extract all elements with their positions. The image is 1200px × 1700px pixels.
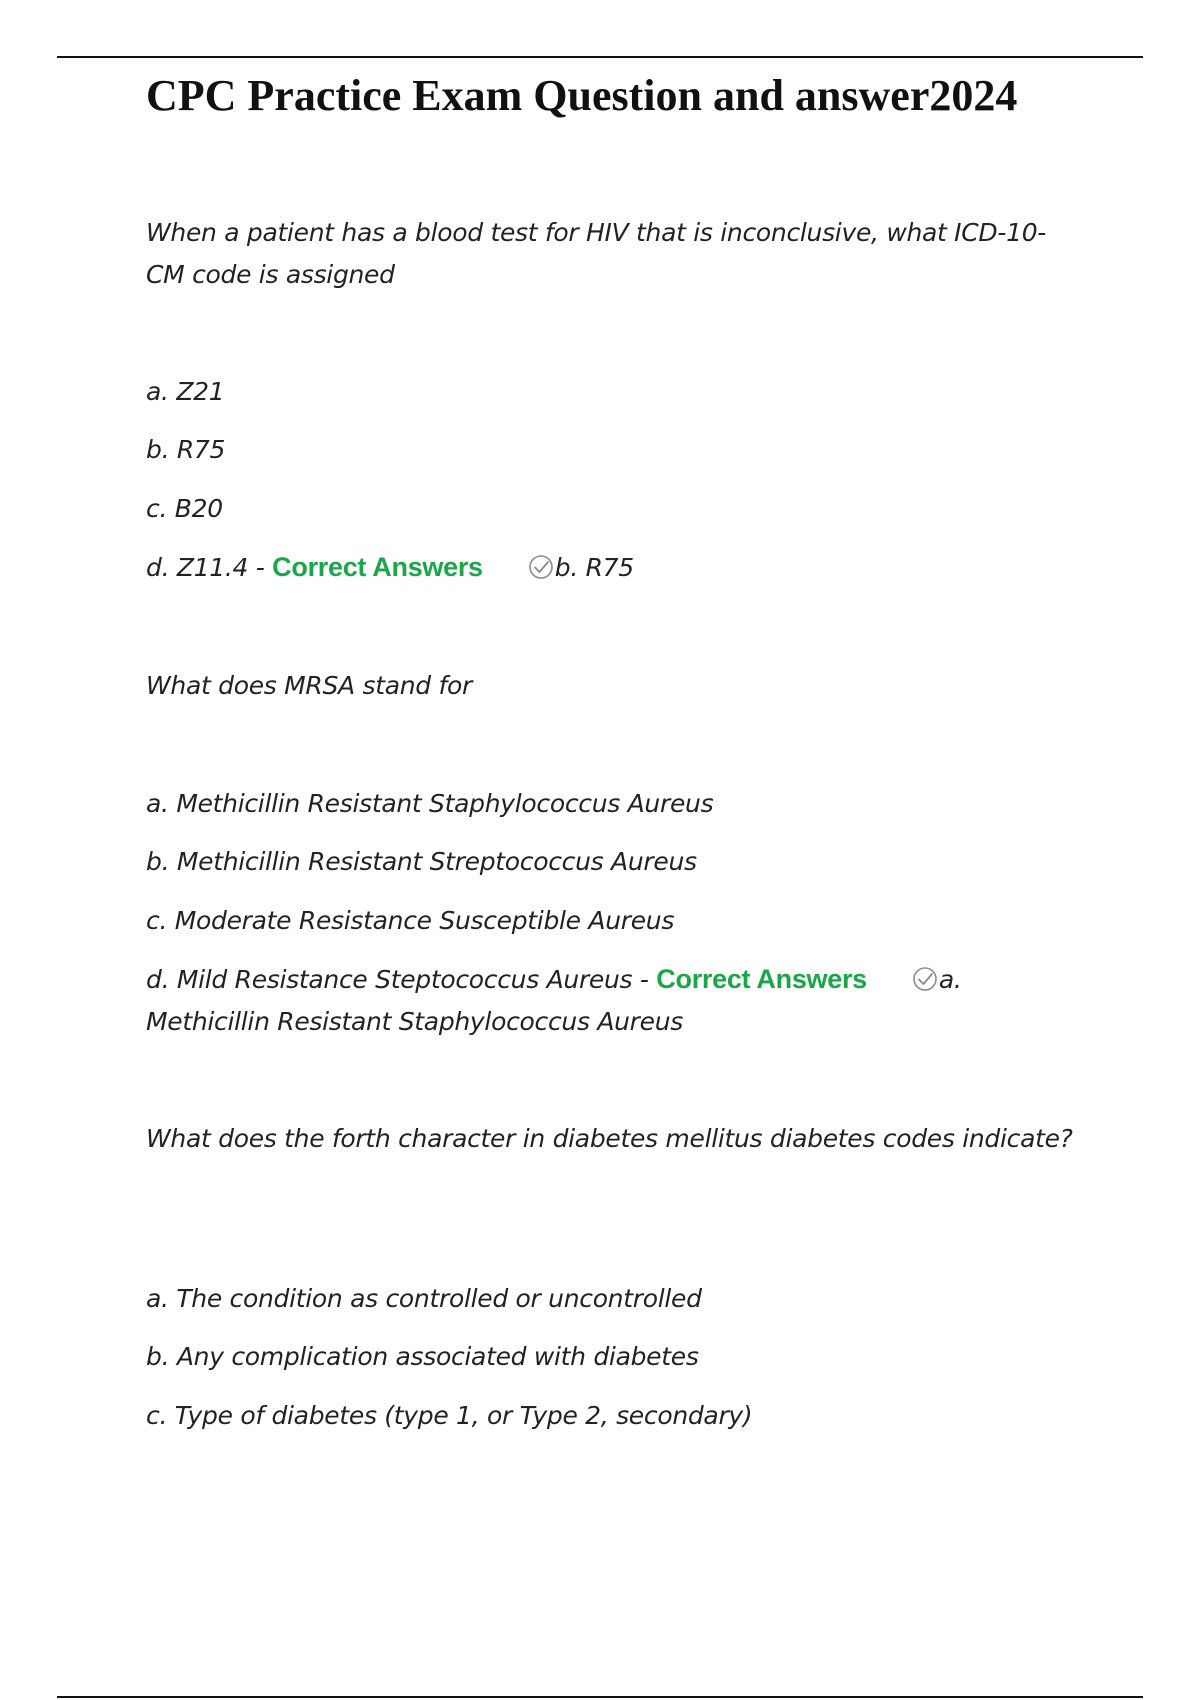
check-circle-icon (527, 552, 555, 580)
question-1-option-c: c. B20 (146, 494, 223, 523)
question-2-option-b: b. Methicillin Resistant Streptococcus Aureus (146, 847, 697, 876)
correct-answer-value: b. R75 (554, 553, 634, 582)
question-1-option-b: b. R75 (146, 435, 226, 464)
question-3-option-b: b. Any complication associated with diabetes (146, 1342, 699, 1371)
check-circle-icon (911, 964, 939, 992)
footer-rule (57, 1696, 1143, 1698)
question-1-option-d (146, 546, 1076, 589)
question-1-option-a: a. Z21 (146, 377, 225, 406)
question-2-option-c: c. Moderate Resistance Susceptible Aureus (146, 906, 675, 935)
question-3-option-c: c. Type of diabetes (type 1, or Type 2, secondary) (146, 1401, 753, 1430)
question-2-option-a: a. Methicillin Resistant Staphylococcus Aureus (146, 789, 714, 818)
question-2-prompt: What does MRSA stand for (146, 671, 472, 700)
correct-answers-label: Correct Answers (272, 552, 483, 582)
question-3-option-a: a. The condition as controlled or uncontrolled (146, 1284, 702, 1313)
header-rule (57, 56, 1143, 58)
question-2-option-d (146, 958, 1076, 1043)
question-1-prompt: When a patient has a blood test for HIV that is inconclusive, what ICD-10-CM code is assigned (146, 218, 1047, 289)
question-3-prompt: What does the forth character in diabetes mellitus diabetes codes indicate? (146, 1124, 1073, 1153)
document-title: CPC Practice Exam Question and answer2024 (146, 71, 1018, 120)
option-d-text: d. Z11.4 - (146, 553, 273, 582)
option-d-text: d. Mild Resistance Steptococcus Aureus - (146, 965, 657, 994)
correct-answer-value: a. Methicillin Resistant Staphylococcus Aureus (146, 965, 962, 1036)
correct-answers-label: Correct Answers (656, 964, 867, 994)
